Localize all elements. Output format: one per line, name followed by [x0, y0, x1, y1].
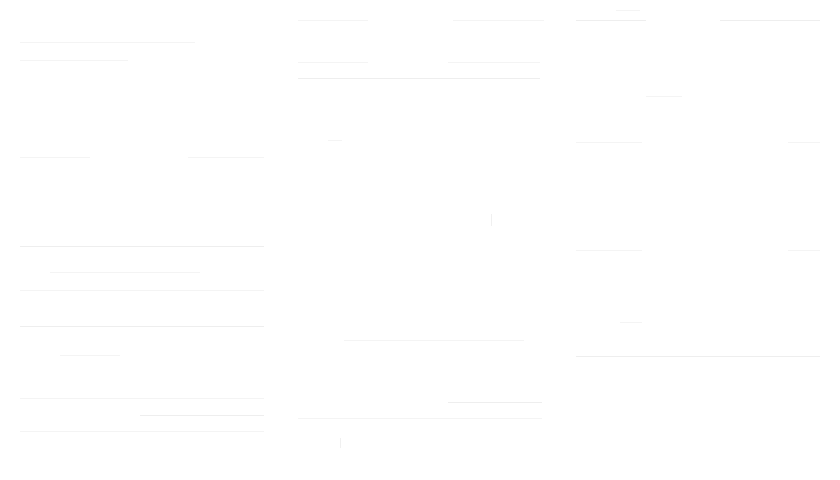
divider — [576, 356, 820, 357]
divider — [140, 415, 264, 416]
divider — [788, 142, 820, 143]
divider — [344, 340, 524, 341]
divider — [620, 322, 642, 323]
left-column — [20, 0, 264, 480]
divider — [340, 438, 341, 448]
divider — [60, 355, 120, 356]
divider — [188, 157, 264, 158]
divider — [720, 20, 820, 21]
divider — [576, 250, 642, 251]
divider — [298, 78, 540, 79]
divider — [20, 326, 264, 327]
divider — [298, 418, 542, 419]
divider — [616, 10, 640, 11]
divider — [453, 20, 544, 21]
divider — [20, 246, 264, 247]
divider — [788, 250, 820, 251]
divider — [328, 140, 342, 141]
divider — [491, 214, 492, 226]
right-column — [576, 0, 822, 480]
divider — [20, 60, 128, 61]
divider — [20, 290, 264, 291]
divider — [576, 142, 642, 143]
divider — [448, 62, 540, 63]
divider — [298, 62, 368, 63]
middle-column — [298, 0, 544, 480]
divider — [646, 96, 682, 97]
divider — [448, 402, 542, 403]
divider — [50, 272, 200, 273]
divider — [298, 20, 368, 21]
divider — [20, 157, 90, 158]
divider — [20, 42, 195, 43]
divider — [20, 431, 264, 432]
divider — [576, 20, 646, 21]
divider — [20, 398, 264, 399]
